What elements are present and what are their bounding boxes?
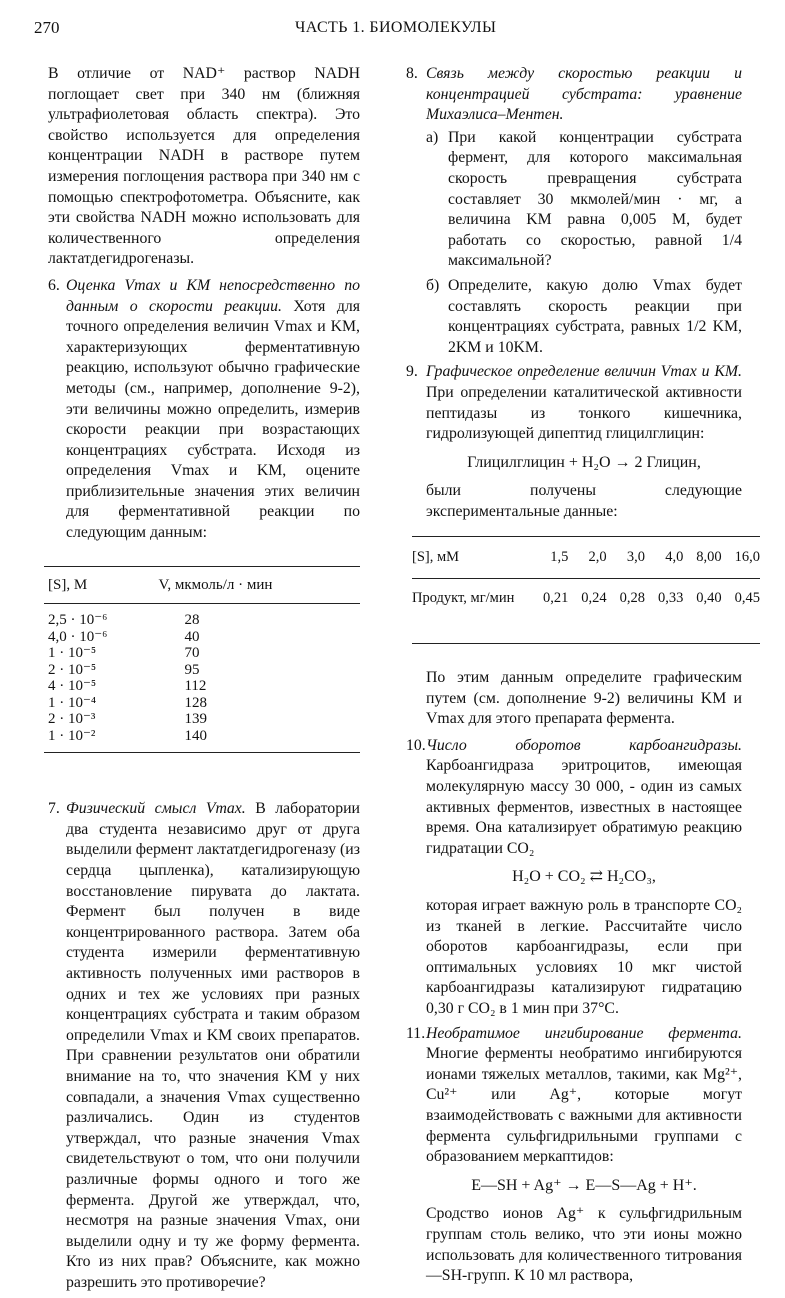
row-label-s: [S], мМ — [412, 537, 530, 579]
table-header-v: V, мкмоль/л · мин — [154, 566, 360, 604]
table-cell: 0,45 — [722, 579, 760, 644]
question-10-number: 10. — [406, 736, 426, 754]
question-8-title: Связь между скоростью реакции и концентрацией субстрата: уравнение Михаэлиса–Ментен. — [426, 65, 742, 124]
question-9-text: При определении каталитической активности пептидазы из тонкого кишечника, гидролизующей дипептид глицилглицин: — [426, 383, 742, 443]
running-title: ЧАСТЬ 1. БИОМОЛЕКУЛЫ — [295, 19, 497, 36]
question-6 — [48, 276, 360, 544]
left-column — [48, 64, 360, 1298]
table-cell: 0,40 — [683, 579, 721, 644]
question-11-text: Многие ферменты необратимо ингибируются ионами тяжелых металлов, такими, как Mg²⁺, Cu²⁺ или Ag⁺, которые могут взаимодействовать с важными для активности фермента сульфгидрильными группами с образованием меркаптидов: — [426, 1045, 742, 1166]
question-11-title: Необратимое ингибирование фермента. — [426, 1024, 742, 1042]
question-8a — [426, 128, 742, 272]
question-7-title: Физический смысл Vmax. — [66, 800, 246, 818]
table-row — [412, 537, 760, 579]
question-8a-text: При какой концентрации субстрата фермент, для которого максимальная скорость превращения субстрата составляет 30 мкмолей/мин · мг, а величина KM равна 0,005 М, будет работать со скоростью, равной 1/4 максимальной? — [448, 128, 742, 270]
table-cell: 0,28 — [607, 579, 645, 644]
question-6-number: 6. — [48, 276, 60, 294]
table-cell: 28 — [184, 612, 200, 629]
question-8 — [406, 64, 742, 358]
table-cell: 3,0 — [607, 537, 645, 579]
question-9-title: Графическое определение величин Vmax и KM. — [426, 363, 742, 381]
table-cell: 2,5 · 10⁻⁶ — [48, 612, 108, 629]
table-cell: 112 — [184, 678, 207, 695]
table-cell: 0,24 — [568, 579, 606, 644]
question-7 — [48, 799, 360, 1293]
row-label-product: Продукт, мг/мин — [412, 579, 530, 644]
question-9-text2: были получены следующие экспериментальные данные: — [426, 482, 742, 520]
question-10-title: Число оборотов карбоангидразы. — [426, 736, 742, 754]
table-cell: 1 · 10⁻⁴ — [48, 694, 97, 711]
table-row — [44, 645, 360, 662]
table-cell: 0,33 — [645, 579, 683, 644]
equation-glycylglycine: Глицилглицин + H₂O → 2 Глицин, — [467, 453, 701, 471]
table-cell: 1 · 10⁻² — [44, 728, 154, 753]
table-cell: 128 — [184, 694, 207, 711]
table-cell: 16,0 — [722, 537, 760, 579]
table-row — [44, 695, 360, 712]
table-cell: 4,0 — [645, 537, 683, 579]
question-6-title: Оценка Vmax и KM непосредственно по данным о скорости реакции. — [66, 276, 360, 315]
equation-mercaptide: E—SH + Ag⁺ → E—S—Ag + H⁺. — [471, 1176, 697, 1194]
data-table-right — [412, 536, 760, 644]
table-cell: 2,0 — [568, 537, 606, 579]
table-cell: 70 — [184, 645, 200, 662]
question-11-number: 11. — [406, 1024, 426, 1042]
question-10 — [406, 736, 742, 1020]
question-8b-label: б) — [426, 276, 440, 294]
question-6-text: Хотя для точного определения величин Vmax и KM, характеризующих ферментативную реакцию, используют обычно графические методы (см., например, дополнение 9-2), эти величины можно определить, измерив скорости реакции при возрастающих концентрациях субстрата. Исходя из определения Vmax и KM, оцените приблизительные значения этих величин для ферментативной реакции по следующим данным: — [66, 297, 361, 542]
right-column — [406, 64, 760, 1291]
table-header-s: [S], M — [44, 566, 154, 604]
table-cell: 0,21 — [530, 579, 568, 644]
table-cell: 140 — [154, 728, 360, 753]
table-cell: 2 · 10⁻³ — [48, 711, 96, 728]
table-cell: 1 · 10⁻⁵ — [48, 645, 97, 662]
question-8b-text: Определите, какую долю Vmax будет составлять скорость реакции при концентрациях субстрата, равных 1/2 KM, 2KM и 10KM. — [448, 276, 742, 356]
question-11 — [406, 1024, 742, 1287]
table-cell: 1,5 — [530, 537, 568, 579]
table-cell: 8,00 — [683, 537, 721, 579]
table-cell: 139 — [184, 711, 207, 728]
table-row — [44, 728, 360, 753]
table-row — [44, 604, 360, 629]
question-7-number: 7. — [48, 800, 60, 818]
table-cell: 40 — [184, 628, 200, 645]
table-row — [44, 678, 360, 695]
question-10-text: Карбоангидраза эритроцитов, имеющая молекулярную массу 30 000, - один из самых активных ферментов, известных в настоящее время. Она катализирует обратимую реакцию гидратации CO₂ — [426, 757, 742, 857]
table-row — [44, 629, 360, 646]
page-number: 270 — [34, 18, 60, 37]
question-8b — [426, 276, 742, 358]
table-row — [44, 711, 360, 728]
question-7-text: В лаборатории два студента независимо друг от друга выделили фермент лактатдегидрогеназу (из сердца цыпленка), катализирующую восстановление пирувата до лактата. Фермент был получен в виде концентрированного раствора. Затем оба студента измерили ферментативную активность полученных ими растворов в одних и тех же условиях при разных концентрациях субстрата и таким образом определили Vmax и KM своих препаратов. При сравнении результатов они обратили внимание на то, что значения KM у них совпадали, а значения Vmax существенно различались. Один из студентов утверждал, что разные значения Vmax свидетельствуют о том, что они получили различные формы одного и того же фермента. Другой же утверждал, что, несмотря на разные значения Vmax, они выделили одну и ту же форму фермента. Кто из них прав? Объясните, как можно разрешить это противоречие? — [66, 800, 360, 1291]
question-8a-label: а) — [426, 128, 439, 146]
page-header — [0, 18, 785, 40]
table-cell: 4 · 10⁻⁵ — [48, 678, 97, 695]
question-10-text2: которая играет важную роль в транспорте CO₂ из тканей в легкие. Рассчитайте число оборотов карбоангидразы, если при оптимальных условиях 10 мкг чистой карбоангидразы катализируют гидратацию 0,30 г CO₂ в 1 мин при 37°С. — [426, 897, 742, 1017]
table-cell: 95 — [184, 661, 200, 678]
question-9 — [406, 362, 760, 730]
table-cell: 2 · 10⁻⁵ — [48, 661, 97, 678]
table-row — [44, 662, 360, 679]
table-cell: 4,0 · 10⁻⁶ — [48, 628, 108, 645]
question-9-after: По этим данным определите графическим путем (см. дополнение 9-2) величины KM и Vmax для этого препарата фермента. — [426, 669, 742, 728]
data-table-left — [44, 566, 360, 754]
question-9-number: 9. — [406, 363, 418, 381]
intro-paragraph: В отличие от NAD⁺ раствор NADH поглощает свет при 340 нм (ближняя ультрафиолетовая область спектра). Это свойство используется для определения концентрации NADH в растворе путем измерения поглощения раствора при 340 нм с помощью спектрофотометра. Объясните, как эти свойства NADH можно использовать для количественного определения лактатдегидрогеназы. — [48, 65, 360, 268]
equation-co2-hydration: H₂O + CO₂ ⇄ H₂CO₃, — [512, 868, 656, 886]
question-8-number: 8. — [406, 65, 418, 82]
table-row — [412, 579, 760, 644]
question-11-text2: Сродство ионов Ag⁺ к сульфгидрильным группам столь велико, что эти ионы можно использовать для количественного титрования —SH-групп. К 10 мл раствора, — [426, 1205, 742, 1285]
